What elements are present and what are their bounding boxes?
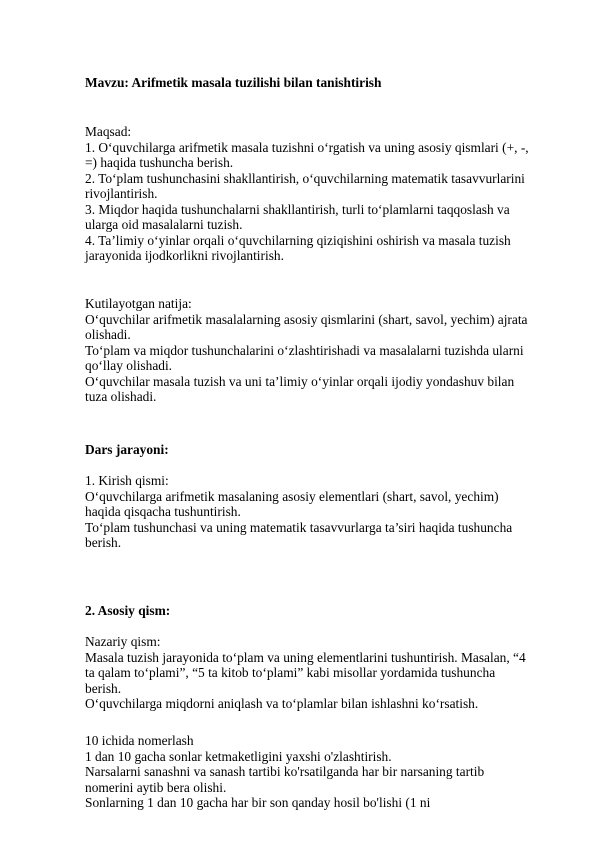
- maqsad-label: Maqsad:: [85, 124, 132, 139]
- kirish-line: haqida qisqacha tushuntirish.: [85, 504, 241, 519]
- nazariy-label: Nazariy qism:: [85, 634, 161, 649]
- asosiy-heading: 2. Asosiy qism:: [85, 603, 171, 618]
- natija-line: To‘plam va miqdor tushunchalarini o‘zlashtirishadi va masalalarni tuzishda ularni: [85, 342, 524, 358]
- maqsad-line: ularga oid masalalarni tuzish.: [85, 217, 243, 232]
- maqsad-line: =) haqida tushuncha berish.: [85, 155, 234, 170]
- kirish-label: 1. Kirish qismi:: [85, 473, 169, 488]
- natija-line: tuza olishadi.: [85, 389, 157, 404]
- dars-heading: Dars jarayoni:: [85, 442, 169, 457]
- maqsad-line: 2. To‘plam tushunchasini shakllantirish, o‘quvchilarning matematik tasavvurlarini: [85, 170, 525, 186]
- maqsad-line: rivojlantirish.: [85, 186, 158, 201]
- nazariy-line: berish.: [85, 680, 122, 696]
- nazariy-line: O‘quvchilarga miqdorni aniqlash va to‘plamlar bilan ishlashni ko‘rsatish.: [85, 696, 479, 711]
- natija-line: qo‘llay olishadi.: [85, 358, 173, 373]
- maqsad-line: 1. O‘quvchilarga arifmetik masala tuzishni o‘rgatish va uning asosiy qismlari (+, -,: [85, 139, 529, 155]
- maqsad-line: jarayonida ijodkorlikni rivojlantirish.: [85, 248, 284, 263]
- nazariy-line: ta qalam to‘plami”, “5 ta kitob to‘plami” kabi misollar yordamida tushuncha: [85, 665, 496, 680]
- nazariy-line: Masala tuzish jarayonida to‘plam va uning elementlarini tushuntirish. Masalan, “4: [85, 649, 526, 665]
- kirish-line: To‘plam tushunchasi va uning matematik tasavvurlarga ta’siri haqida tushuncha: [85, 519, 513, 535]
- nomerlash-line: 1 dan 10 gacha sonlar ketmaketligini yaxshi o'zlashtirish.: [85, 748, 392, 764]
- kirish-line: berish.: [85, 535, 122, 550]
- nomerlash-line: 10 ichida nomerlash: [85, 733, 194, 748]
- maqsad-line: 3. Miqdor haqida tushunchalarni shakllantirish, turli to‘plamlarni taqqoslash va: [85, 201, 510, 217]
- nomerlash-line: nomerini aytib bera olishi.: [85, 779, 227, 795]
- kirish-line: O‘quvchilarga arifmetik masalaning asosiy elementlari (shart, savol, yechim): [85, 488, 499, 504]
- natija-line: O‘quvchilar arifmetik masalalarning asosiy qismlarini (shart, savol, yechim) ajrata: [85, 311, 528, 327]
- nomerlash-line: Narsalarni sanashni va sanash tartibi ko'rsatilganda har bir narsaning tartib: [85, 764, 485, 779]
- natija-line: olishadi.: [85, 327, 131, 342]
- nomerlash-line: Sonlarning 1 dan 10 gacha har bir son qanday hosil bo'lishi (1 ni: [85, 795, 431, 810]
- maqsad-line: 4. Ta’limiy o‘yinlar orqali o‘quvchilarning qiziqishini oshirish va masala tuzish: [85, 232, 511, 248]
- natija-line: O‘quvchilar masala tuzish va uni ta’limiy o‘yinlar orqali ijodiy yondashuv bilan: [85, 373, 515, 389]
- document-title: Mavzu: Arifmetik masala tuzilishi bilan tanishtirish: [85, 75, 382, 90]
- natija-label: Kutilayotgan natija:: [85, 296, 192, 311]
